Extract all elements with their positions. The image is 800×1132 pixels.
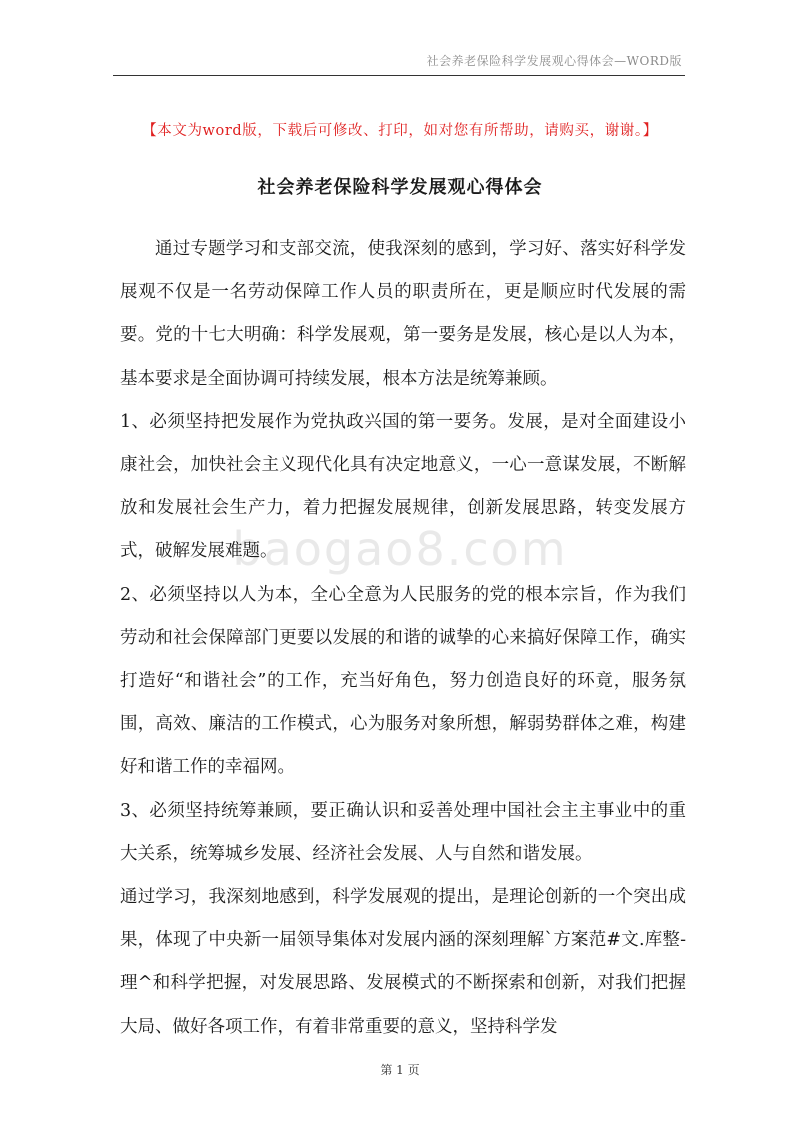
paragraph-point-1: 1、必须坚持把发展作为党执政兴国的第一要务。发展，是对全面建设小康社会，加快社会主义现代化具有决定地意义，一心一意谋发展，不断解放和发展社会生产力，着力把握发展规律，创新发展思路，转变发展方式，破解发展难题。 (120, 411, 686, 562)
page-number: 第 1 页 (380, 1063, 420, 1077)
document-body (120, 228, 686, 1049)
paragraph-intro: 通过专题学习和支部交流，使我深刻的感到，学习好、落实好科学发展观不仅是一名劳动保障工作人员的职责所在，更是顺应时代发展的需要。党的十七大明确：科学发展观，第一要务是发展，核心是以人为本，基本要求是全面协调可持续发展，根本方法是统筹兼顾。 (120, 239, 686, 389)
document-title: 社会养老保险科学发展观心得体会 (257, 177, 543, 198)
watermark: baogao8.com (232, 522, 568, 576)
paragraph-point-3: 3、必须坚持统筹兼顾，要正确认识和妥善处理中国社会主主事业中的重大关系，统筹城乡发展、经济社会发展、人与自然和谐发展。 (120, 800, 686, 864)
header-divider (113, 75, 685, 76)
paragraph-point-2: 2、必须坚持以人为本，全心全意为人民服务的党的根本宗旨，作为我们劳动和社会保障部门更要以发展的和谐的诚挚的心来搞好保障工作，确实打造好“和谐社会”的工作，充当好角色，努力创造良好的环竟，服务氛围，高效、廉洁的工作模式，心为服务对象所想，解弱势群体之难，构建好和谐工作的幸福网。 (120, 584, 686, 778)
paragraph-conclusion: 通过学习，我深刻地感到，科学发展观的提出，是理论创新的一个突出成果，体现了中央新一届领导集体对发展内涵的深刻理解`方案范#文.库整-理^和科学把握，对发展思路、发展模式的不断探索和创新，对我们把握大局、做好各项工作，有着非常重要的意义，坚持科学发 (120, 887, 686, 1037)
purchase-notice: 【本文为word版，下载后可修改、打印，如对您有所帮助，请购买，谢谢。】 (142, 123, 658, 139)
running-header: 社会养老保险科学发展观心得体会—WORD版 (426, 54, 682, 68)
